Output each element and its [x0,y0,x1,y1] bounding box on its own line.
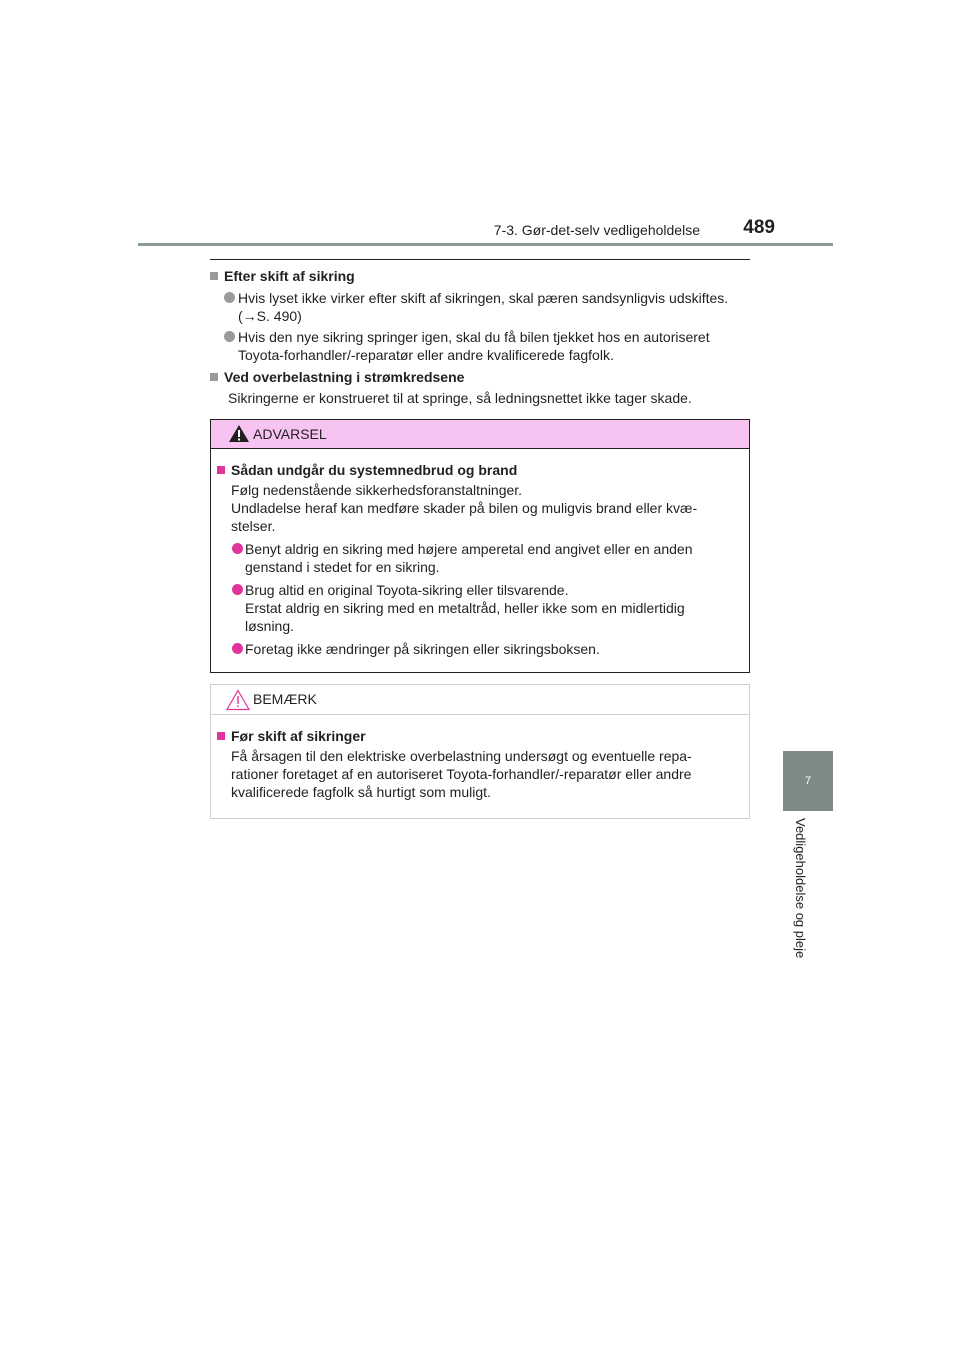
round-bullet-icon [232,643,243,654]
running-header-title: 7-3. Gør-det-selv vedligeholdelse [493,222,700,238]
list-item: Foretag ikke ændringer på sikringen eller sikringsboksen. [215,640,744,658]
round-bullet-icon [224,331,235,342]
notice-box [210,684,750,819]
header-rule [138,243,833,246]
list-item: Hvis den nye sikring springer igen, skal du få bilen tjekket hos en autoriseret Toyota-forhandler/-reparatør eller andre kvalificerede fagfolk. [208,328,753,364]
notice-header [211,685,749,715]
square-bullet-icon [217,466,225,474]
square-bullet-icon [210,272,218,280]
warning-header [211,420,749,449]
round-bullet-icon [224,292,235,303]
chapter-label: Vedligeholdelse og pleje [793,818,808,959]
notice-section-title: Før skift af sikringer [215,727,744,745]
square-bullet-icon [217,732,225,740]
section-text: Sikringerne er konstrueret til at springe, så ledningsnettet ikke tager skade. [228,390,692,406]
round-bullet-icon [232,543,243,554]
section-title-overload: Ved overbelastning i strømkredsene [208,367,753,387]
page-number: 489 [743,217,775,238]
warning-label: ADVARSEL [253,426,327,442]
warning-box [210,419,750,673]
main-content [208,266,753,407]
caution-triangle-outline-icon [226,689,250,711]
content-top-rule [210,259,750,260]
chapter-number: 7 [804,775,812,787]
list-item: Brug altid en original Toyota-sikring eller tilsvarende. Erstat aldrig en sikring med en metaltråd, heller ikke som en midlertidig løsning. [215,581,744,635]
list-item: Hvis lyset ikke virker efter skift af sikringen, skal pæren sandsynligvis udskiftes. (→S. 490) [208,289,753,325]
page-reference-link[interactable]: (→S. 490) [238,308,302,324]
warning-section-title: Sådan undgår du systemnedbrud og brand [215,461,744,479]
notice-body [211,715,749,801]
warning-body [211,449,749,658]
square-bullet-icon [210,373,218,381]
list-item: Benyt aldrig en sikring med højere amperetal end angivet eller en anden genstand i stedet for en sikring. [215,540,744,576]
chapter-tab[interactable] [783,751,833,811]
notice-label: BEMÆRK [253,691,317,707]
warning-triangle-icon [228,424,250,443]
notice-text: Få årsagen til den elektriske overbelastning undersøgt og eventuelle repa- rationer foretaget af en autoriseret Toyota-forhandler/-reparatør eller andre kvalificerede fagfolk så hurtigt som muligt. [231,748,692,800]
warning-intro: Følg nedenstående sikkerhedsforanstaltninger. Undladelse heraf kan medføre skader på bilen og muligvis brand eller kvæ- stelser. [231,482,698,534]
section-title-after-fuse-change: Efter skift af sikring [208,266,753,286]
round-bullet-icon [232,584,243,595]
